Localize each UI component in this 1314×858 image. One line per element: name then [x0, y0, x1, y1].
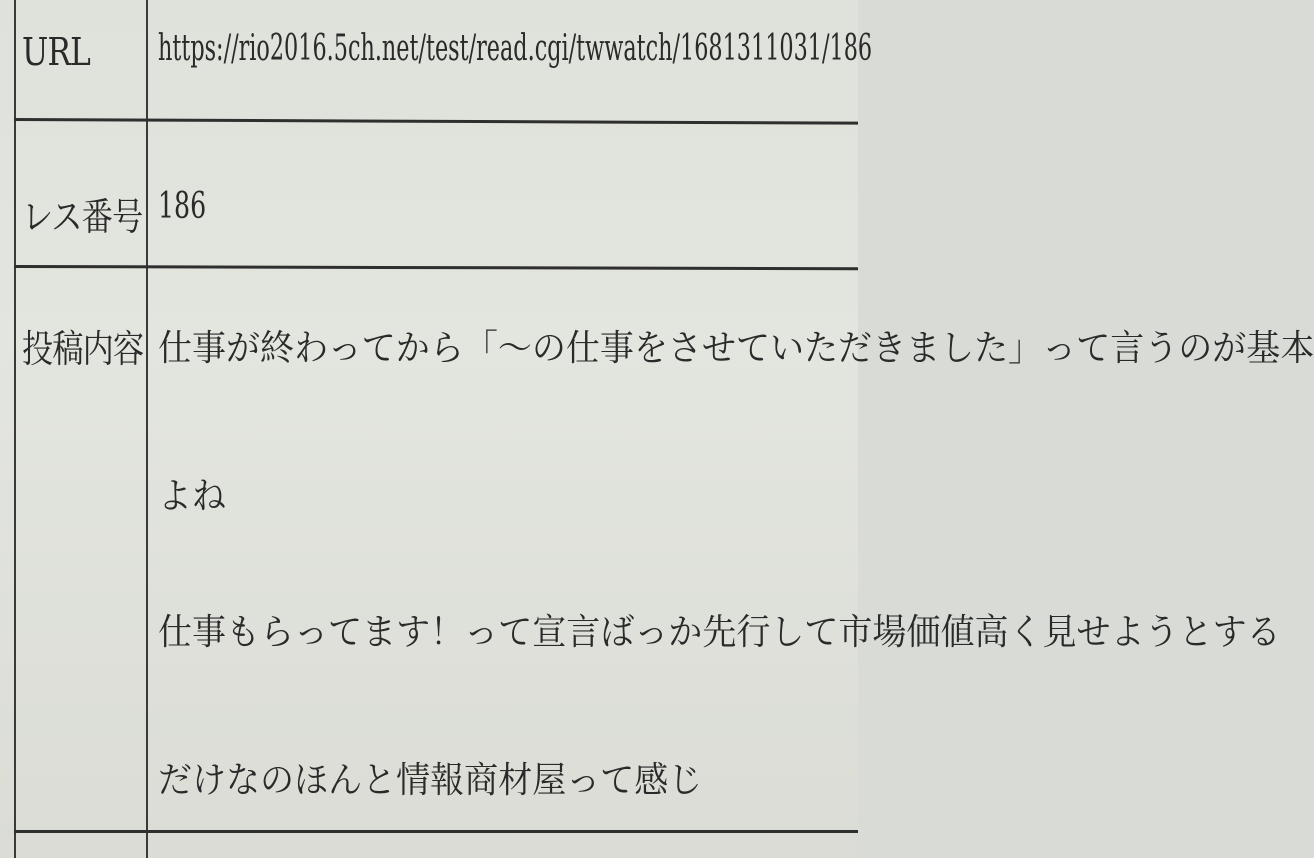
post-number-label: レス番号 [22, 195, 143, 239]
post-number-value: 186 [158, 186, 207, 227]
table-column-divider [146, 0, 148, 858]
row-divider [14, 265, 858, 270]
post-content-line: だけなのほんと情報商材屋って感じ [158, 760, 703, 801]
table-left-border [14, 0, 16, 858]
post-content-line: 仕事が終わってから「～の仕事をさせていただきました」って言うのが基本 [158, 328, 1314, 369]
url-label: URL [22, 30, 90, 74]
post-content-line: 仕事もらってます！って宣言ばっか先行して市場価値高く見せようとする [158, 612, 1281, 653]
post-content-line: よね [158, 476, 227, 517]
row-divider [14, 830, 858, 833]
url-value: https://rio2016.5ch.net/test/read.cgi/twwatch/1681311031/186 [158, 28, 873, 69]
row-divider [14, 118, 858, 125]
post-content-label: 投稿内容 [22, 327, 144, 371]
